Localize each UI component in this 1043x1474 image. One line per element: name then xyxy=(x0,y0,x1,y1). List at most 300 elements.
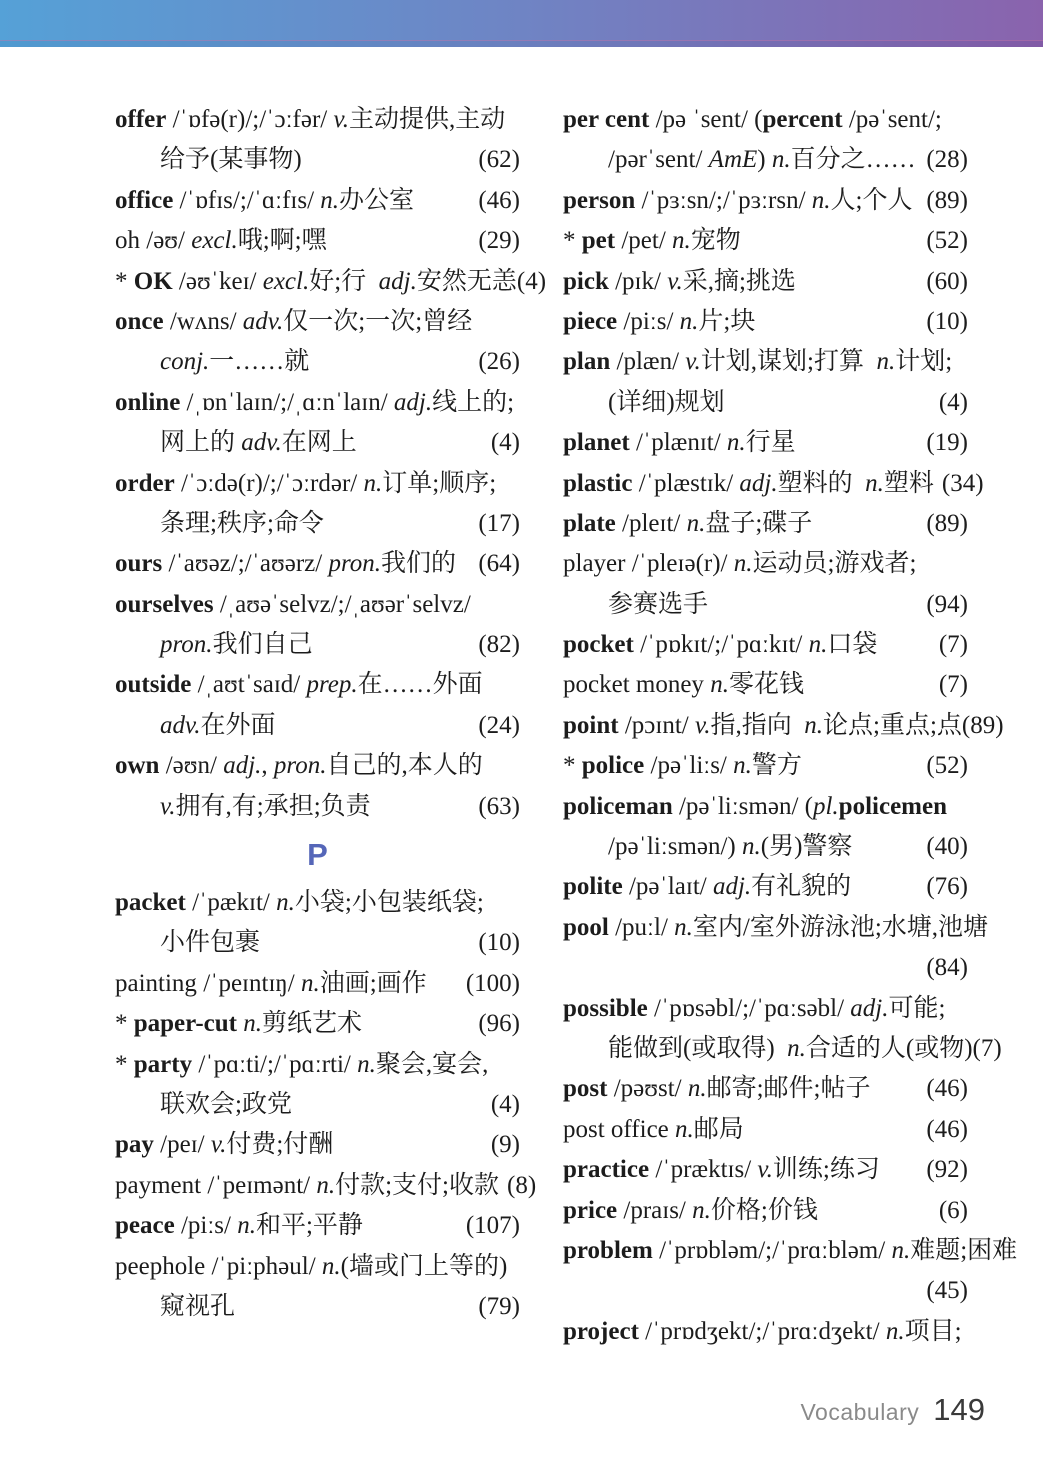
entry-text: painting xyxy=(115,969,197,997)
pos-label: adj. xyxy=(393,388,433,416)
entry-text-group xyxy=(563,989,945,1029)
entry-text: /plæn/ xyxy=(610,348,686,376)
page-ref: (29) xyxy=(478,227,520,255)
entry-line xyxy=(115,544,520,584)
entry-text: /ˌaʊtˈsaɪd/ xyxy=(191,671,307,699)
page-ref: (52) xyxy=(926,752,968,780)
pos-label: v. xyxy=(667,267,683,295)
entry-text-group xyxy=(563,787,947,827)
entry-text: 计划,谋划;打算 xyxy=(700,348,877,376)
entry-line xyxy=(563,100,968,140)
pos-label: adj. xyxy=(739,469,778,497)
headword: problem xyxy=(563,1236,653,1264)
entry-line xyxy=(563,706,1004,746)
entry-line xyxy=(563,1312,968,1352)
entry-text: 自己的,本人的 xyxy=(326,752,483,780)
entry-text-group xyxy=(115,1004,362,1044)
headword: peace xyxy=(115,1212,175,1240)
headword: pool xyxy=(563,913,609,941)
entry-text: 剪纸艺术 xyxy=(261,1010,362,1038)
headword: per cent xyxy=(563,106,650,133)
entry-text-group xyxy=(115,544,456,584)
entry-text: 主动提供,主动 xyxy=(348,106,506,133)
page-ref: (62) xyxy=(478,146,520,174)
entry-text: /ˈɒfə(r)/;/ˈɔːfər/ xyxy=(166,106,334,133)
entry-text: /pet/ xyxy=(615,227,673,255)
entry-line xyxy=(115,787,520,827)
entry-text: 网上的 xyxy=(160,429,242,457)
entry-text-group xyxy=(608,383,725,423)
entry-text-group xyxy=(115,181,414,221)
pos-label: n. xyxy=(276,889,295,917)
headword: practice xyxy=(563,1156,650,1184)
pos-label: n. xyxy=(710,671,729,699)
entry-text: 在外面 xyxy=(200,711,276,739)
entry-text-group xyxy=(563,262,796,302)
entry-text-group xyxy=(563,1110,744,1150)
entry-line xyxy=(563,948,968,988)
entry-line xyxy=(115,923,520,963)
entry-line xyxy=(115,746,520,786)
entry-text: 运动员;游戏者; xyxy=(752,550,917,578)
entry-text: (详细)规划 xyxy=(608,388,725,416)
entry-text: /piːs/ xyxy=(174,1212,238,1240)
page-ref: (4) xyxy=(490,429,520,457)
entry-text-group xyxy=(115,964,427,1004)
entry-text-group xyxy=(160,423,357,463)
headword: offer xyxy=(115,106,167,133)
entry-text: 塑料的 xyxy=(777,469,866,497)
entry-text-group xyxy=(115,262,546,302)
page-ref: (76) xyxy=(926,873,968,901)
entry-text-group xyxy=(563,867,851,907)
entry-text: /pəˈsent/; xyxy=(842,106,942,133)
entry-text: 付款;支付;收款 xyxy=(335,1171,499,1199)
entry-text-group xyxy=(608,585,708,625)
entry-text: 订单;顺序; xyxy=(382,469,497,497)
headword: order xyxy=(115,469,175,497)
entry-line xyxy=(563,1150,968,1190)
entry-text: /ˈpræktɪs/ xyxy=(649,1156,758,1184)
entry-text: /peɪ/ xyxy=(153,1131,211,1159)
header-gradient-strip xyxy=(0,40,1043,47)
headword: price xyxy=(563,1196,618,1224)
pos-label: n. xyxy=(876,348,896,376)
entry-text: 付费;付酬 xyxy=(226,1131,334,1159)
entry-text: * xyxy=(563,752,582,780)
entry-text-group xyxy=(563,1191,818,1231)
entry-text-group xyxy=(115,383,514,423)
entry-text: /ˌaʊəˈselvz/;/ˌaʊərˈselvz/ xyxy=(213,590,471,618)
pos-label: adv. xyxy=(160,711,201,739)
entry-text-group xyxy=(115,883,484,923)
headword: party xyxy=(133,1050,193,1078)
entry-text: 采,摘;挑选 xyxy=(682,267,796,295)
entry-text-group xyxy=(563,706,1004,746)
entry-text: 在网上 xyxy=(281,429,357,457)
headword: polite xyxy=(563,873,623,901)
entry-text: /pə ˈsent/ ( xyxy=(649,106,763,133)
entry-text: /ˈpɒkɪt/;/ˈpɑːkɪt/ xyxy=(633,631,809,659)
headword: pay xyxy=(115,1131,154,1159)
vocab-column-left xyxy=(115,100,547,1327)
entry-text: 和平;平静 xyxy=(255,1212,363,1240)
page-ref: (96) xyxy=(478,1010,520,1038)
entry-line xyxy=(115,342,520,382)
pos-label: n. xyxy=(733,550,753,578)
page-ref: (60) xyxy=(926,267,968,295)
entry-line xyxy=(563,787,968,827)
pos-label: n. xyxy=(808,631,828,659)
entry-line xyxy=(115,1125,520,1165)
pos-label: adv. xyxy=(241,429,282,457)
entry-line xyxy=(563,383,968,423)
pos-label: n. xyxy=(672,227,691,255)
entry-line xyxy=(115,423,520,463)
entry-text: /puːl/ xyxy=(608,913,675,941)
entry-text: /əʊˈkeɪ/ xyxy=(172,267,263,295)
entry-text-group xyxy=(563,100,942,140)
entry-line xyxy=(563,1271,968,1311)
pos-label: v. xyxy=(210,1131,227,1159)
pos-label: n. xyxy=(316,1171,336,1199)
entry-line xyxy=(563,302,968,342)
entry-text-group xyxy=(563,625,877,665)
entry-line xyxy=(115,464,520,504)
page-ref: (7) xyxy=(938,631,968,659)
entry-text-group xyxy=(563,342,952,382)
entry-text: /piːs/ xyxy=(617,307,680,335)
entry-text: /pɔɪnt/ xyxy=(618,711,695,739)
pos-label: n. xyxy=(742,833,761,861)
entry-text: /pəˈliːs/ xyxy=(644,752,734,780)
entry-text: , xyxy=(261,752,274,780)
entry-line xyxy=(563,908,989,948)
entry-text: 行星 xyxy=(745,429,796,457)
entry-text: post office xyxy=(563,1115,669,1143)
page-ref: (4) xyxy=(938,388,968,416)
entry-line xyxy=(115,1004,520,1044)
entry-line xyxy=(563,1069,968,1109)
entry-text: /pəʊst/ xyxy=(607,1075,688,1103)
entry-text: 百分之…… xyxy=(790,146,916,174)
entry-text: 给予(某事物) xyxy=(160,146,302,174)
pos-label: n. xyxy=(865,469,884,497)
headword: plan xyxy=(563,348,611,376)
pos-label: n. xyxy=(679,307,699,335)
page-ref: (19) xyxy=(926,429,968,457)
entry-line xyxy=(115,964,520,1004)
page-footer xyxy=(800,1392,985,1428)
entry-text: /pəˈliːsmən/) xyxy=(608,833,742,861)
entry-text-group xyxy=(115,1166,499,1206)
entry-line xyxy=(115,625,520,665)
entry-text: ) xyxy=(757,146,772,174)
entry-line xyxy=(115,1287,520,1327)
page-ref: (107) xyxy=(465,1212,520,1240)
entry-text-group xyxy=(160,342,309,382)
page-ref: (64) xyxy=(478,550,520,578)
entry-text: 条理;秩序;命令 xyxy=(160,509,324,537)
entry-text: /pleɪt/ xyxy=(615,509,687,537)
headword: percent xyxy=(762,106,843,133)
entry-text-group xyxy=(160,140,302,180)
headword: policemen xyxy=(838,792,947,820)
entry-text: /ˈpeɪntɪŋ/ xyxy=(196,969,301,997)
pos-label: n. xyxy=(804,711,823,739)
pos-label: excl. xyxy=(262,267,310,295)
entry-text: 好;行 xyxy=(309,267,379,295)
entry-text: /pərˈsent/ xyxy=(608,146,709,174)
headword: pick xyxy=(563,267,609,295)
page-ref: (46) xyxy=(926,1075,968,1103)
entry-text-group xyxy=(115,302,472,342)
entry-text-group xyxy=(563,1231,1017,1271)
entry-text-group xyxy=(115,665,483,705)
entry-text: 合适的人(或物)(7) xyxy=(805,1034,1002,1062)
headword: ourselves xyxy=(115,590,214,618)
pos-label: v. xyxy=(333,106,349,133)
entry-text-group xyxy=(563,221,741,261)
page-ref: (24) xyxy=(478,711,520,739)
entry-text: 塑料 xyxy=(883,469,934,497)
pos-label: n. xyxy=(686,509,706,537)
page-ref: (45) xyxy=(926,1277,968,1305)
entry-text-group xyxy=(160,625,313,665)
page-ref: (10) xyxy=(926,307,968,335)
page-ref: (40) xyxy=(926,833,968,861)
entry-text: 我们的 xyxy=(381,550,457,578)
entry-text: /ˈprɒbləm/;/ˈprɑːbləm/ xyxy=(652,1236,892,1264)
headword: online xyxy=(115,388,181,416)
entry-line xyxy=(563,423,968,463)
headword: person xyxy=(563,186,636,214)
entry-text: 参赛选手 xyxy=(608,590,709,618)
page-ref: (89) xyxy=(926,186,968,214)
entry-text-group xyxy=(563,1312,962,1352)
entry-text: 线上的; xyxy=(432,388,515,416)
entry-line xyxy=(563,544,968,584)
entry-line xyxy=(115,706,520,746)
entry-line xyxy=(563,827,968,867)
headword: project xyxy=(563,1317,639,1345)
entry-text: /ˈpɑːti/;/ˈpɑːrti/ xyxy=(192,1050,358,1078)
entry-line xyxy=(563,867,968,907)
headword: plate xyxy=(563,509,616,537)
pos-label: v. xyxy=(757,1156,773,1184)
entry-line xyxy=(563,625,968,665)
entry-text: /ˈpɒsəbl/;/ˈpɑːsəbl/ xyxy=(647,994,851,1022)
entry-text: payment xyxy=(115,1171,202,1199)
page-ref: (79) xyxy=(478,1292,520,1320)
entry-text: 安然无恙(4) xyxy=(416,267,547,295)
entry-line xyxy=(563,1029,1002,1069)
entry-text-group xyxy=(115,1125,333,1165)
pos-label: n. xyxy=(300,969,320,997)
entry-text: 训练;练习 xyxy=(772,1156,880,1184)
entry-text: 有礼貌的 xyxy=(751,873,852,901)
headword: plastic xyxy=(563,469,633,497)
page-ref: (100) xyxy=(465,969,520,997)
entry-text-group xyxy=(115,100,505,140)
pos-label: pron. xyxy=(160,631,213,659)
pos-label: v. xyxy=(685,348,701,376)
entry-text-group xyxy=(608,827,852,867)
entry-text: 油画;画作 xyxy=(319,969,427,997)
pos-label: pron. xyxy=(273,752,327,780)
entry-text-group xyxy=(115,585,471,625)
pos-label: prep. xyxy=(306,671,358,699)
headword: piece xyxy=(563,307,618,335)
entry-text: * xyxy=(115,1050,134,1078)
entry-line xyxy=(115,585,520,625)
headword: outside xyxy=(115,671,192,699)
page-ref: (9) xyxy=(490,1131,520,1159)
entry-line xyxy=(563,746,968,786)
headword: point xyxy=(563,711,619,739)
entry-text-group xyxy=(563,464,934,504)
entry-text: * xyxy=(563,227,582,255)
headword: paper-cut xyxy=(133,1010,237,1038)
entry-text: 联欢会;政党 xyxy=(160,1090,292,1118)
entry-text: 小袋;小包装纸袋; xyxy=(294,889,484,917)
entry-line xyxy=(115,383,520,423)
entry-line xyxy=(563,665,968,705)
entry-text: 办公室 xyxy=(339,186,415,214)
entry-text: 仅一次;一次;曾经 xyxy=(283,307,473,335)
headword: OK xyxy=(133,267,173,295)
entry-text-group xyxy=(563,423,796,463)
pos-label: AmE xyxy=(708,146,758,174)
entry-line xyxy=(563,1191,968,1231)
entry-text-group xyxy=(115,1206,363,1246)
pos-label: n. xyxy=(321,1252,341,1280)
entry-line xyxy=(563,464,984,504)
entry-text: /ˈɔːdə(r)/;/ˈɔːrdər/ xyxy=(174,469,364,497)
entry-text: 警方 xyxy=(751,752,802,780)
entry-line xyxy=(115,1166,537,1206)
entry-line xyxy=(563,989,968,1029)
vocab-column-right xyxy=(563,100,1018,1352)
entry-text-group xyxy=(608,140,916,180)
page-ref: (84) xyxy=(926,954,968,982)
entry-text: 小件包裹 xyxy=(160,929,261,957)
entry-text: 项目; xyxy=(904,1317,962,1345)
headword: planet xyxy=(563,429,630,457)
pos-label: n. xyxy=(243,1010,262,1038)
entry-text-group xyxy=(115,1247,507,1287)
entry-text: /ˈaʊəz/;/ˈaʊərz/ xyxy=(162,550,329,578)
entry-text: 一……就 xyxy=(209,348,310,376)
entry-text-group xyxy=(563,908,988,948)
entry-line xyxy=(563,1231,1018,1271)
pos-label: adj. xyxy=(378,267,417,295)
entry-text: /ˈplæstɪk/ xyxy=(632,469,740,497)
entry-text: (墙或门上等的) xyxy=(340,1252,508,1280)
entry-text: * xyxy=(115,267,134,295)
headword: pocket xyxy=(563,631,634,659)
pos-label: adj. xyxy=(712,873,752,901)
pos-label: pl. xyxy=(812,792,839,820)
entry-text: 邮寄;邮件;帖子 xyxy=(706,1075,871,1103)
entry-text: /ˈɒfɪs/;/ˈɑːfɪs/ xyxy=(173,186,321,214)
entry-text-group xyxy=(115,1045,488,1085)
headword: own xyxy=(115,752,160,780)
entry-text: /ˈpækɪt/ xyxy=(185,889,277,917)
entry-text: 人;个人 xyxy=(830,186,913,214)
entry-line xyxy=(563,342,968,382)
pos-label: n. xyxy=(726,429,746,457)
page-ref: (28) xyxy=(926,146,968,174)
entry-text: /pəˈlaɪt/ xyxy=(622,873,713,901)
entry-text: 我们自己 xyxy=(212,631,313,659)
pos-label: n. xyxy=(891,1236,911,1264)
pos-label: v. xyxy=(694,711,711,739)
page-ref: (34) xyxy=(941,469,984,497)
entry-text: /ˈplænɪt/ xyxy=(629,429,727,457)
entry-text: 计划; xyxy=(895,348,953,376)
entry-text: oh xyxy=(115,227,140,255)
headword: possible xyxy=(563,994,648,1022)
pos-label: n. xyxy=(675,1115,694,1143)
pos-label: conj. xyxy=(160,348,210,376)
section-letter: P xyxy=(307,837,328,873)
pos-label: n. xyxy=(687,1075,707,1103)
entry-text-group xyxy=(563,544,916,584)
entry-text-group xyxy=(563,665,804,705)
pos-label: n. xyxy=(771,146,791,174)
entry-line xyxy=(115,883,520,923)
headword: policeman xyxy=(563,792,673,820)
footer-section-label: Vocabulary xyxy=(800,1399,920,1425)
entry-text: 拥有,有;承担;负责 xyxy=(175,792,371,820)
pos-label: adj. xyxy=(223,752,262,780)
entry-line xyxy=(115,100,520,140)
entry-text: 盘子;碟子 xyxy=(705,509,813,537)
entry-text: 价格;价钱 xyxy=(710,1196,818,1224)
entry-line xyxy=(563,1110,968,1150)
pos-label: n. xyxy=(787,1034,806,1062)
entry-text: 片;块 xyxy=(698,307,756,335)
entry-line xyxy=(563,262,968,302)
pos-label: n. xyxy=(885,1317,905,1345)
entry-text: peephole xyxy=(115,1252,206,1280)
page-ref: (46) xyxy=(926,1115,968,1143)
entry-text-group xyxy=(563,746,802,786)
entry-line xyxy=(115,302,520,342)
entry-text: 口袋 xyxy=(827,631,878,659)
entry-text: /ˈpiːphəul/ xyxy=(205,1252,322,1280)
entry-text: player xyxy=(563,550,626,578)
entry-text-group xyxy=(115,221,327,261)
entry-text: /ˈpɜːsn/;/ˈpɜːrsn/ xyxy=(635,186,812,214)
entry-text-group xyxy=(563,504,812,544)
entry-text: /wʌns/ xyxy=(163,307,243,335)
page-ref: (52) xyxy=(926,227,968,255)
entry-line xyxy=(563,585,968,625)
entry-text: 邮局 xyxy=(693,1115,744,1143)
page-ref: (89) xyxy=(926,509,968,537)
entry-text: 难题;困难 xyxy=(910,1236,1018,1264)
entry-text: 室内/室外游泳池;水塘,池塘 xyxy=(692,913,989,941)
pos-label: pron. xyxy=(328,550,382,578)
entry-line xyxy=(563,140,968,180)
page-ref: (82) xyxy=(478,631,520,659)
entry-text: /ˈpeɪmənt/ xyxy=(201,1171,317,1199)
pos-label: n. xyxy=(674,913,693,941)
pos-label: n. xyxy=(811,186,831,214)
entry-text: /ˈpleɪə(r)/ xyxy=(625,550,734,578)
